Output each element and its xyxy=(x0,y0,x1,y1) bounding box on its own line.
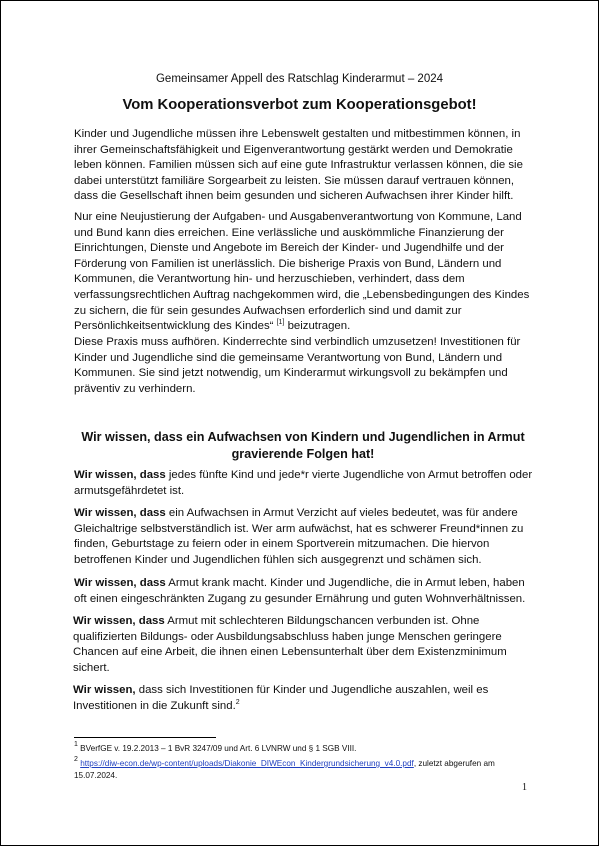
point-1 xyxy=(74,468,536,499)
point-2 xyxy=(74,506,536,568)
point-text xyxy=(73,683,535,714)
point-4 xyxy=(73,614,535,676)
point-text xyxy=(74,468,536,499)
point-lead: Wir wissen, dass xyxy=(73,615,165,627)
paragraph-text-start: Nur eine Neujustierung der Aufgaben- und Ausgabenverantwortung von Kommune, Land und Bund kann dies erreichen. Eine verlässliche und auskömmliche Finanzierung der Einrichtungen, Dienste und Angebote im Bereich der Kinder- und Jugendhilfe und der Förderung von Familien ist unerlässlich. Die bisherige Praxis von Bund, Ländern und Kommunen, die Verantwortung hin- und herzuschieben, verhindert, dass dem verfassungsrechtlichen Auftrag nachgekommen wird, die „Lebensbedingungen des Kindes zu sichern, die für sein gesundes Aufwachsen erforderlich sind und damit zur Persönlichkeitsentwicklung des Kindes“ xyxy=(74,211,530,333)
footnote-link[interactable]: https://diw-econ.de/wp-content/uploads/Diakonie_DIWEcon_Kindergrundsicherung_v4.0.pdf xyxy=(80,759,414,768)
document-subtitle: Gemeinsamer Appell des Ratschlag Kinderarmut – 2024 xyxy=(155,73,444,85)
footnote-mark: 2 xyxy=(74,756,78,763)
point-text xyxy=(74,576,536,607)
footnote-1 xyxy=(74,743,534,755)
point-lead: Wir wissen, dass xyxy=(74,469,166,481)
point-text xyxy=(73,614,535,676)
footnote-reference-2[interactable]: 2 xyxy=(235,698,240,706)
point-lead: Wir wissen, dass xyxy=(74,507,166,519)
paragraph-text xyxy=(74,210,536,335)
point-3 xyxy=(74,576,536,607)
point-body: Armut krank macht. Kinder und Jugendliche, die in Armut leben, haben oft einen eingeschränkten Zugang zu gesunder Ernährung und guten Wohnverhältnissen. xyxy=(74,577,526,605)
section-heading: Wir wissen, dass ein Aufwachsen von Kindern und Jugendlichen in Armut gravierende Folgen hat! xyxy=(81,430,525,461)
footnote-mark: 1 xyxy=(74,741,78,748)
document-title: Vom Kooperationsverbot zum Kooperationsgebot! xyxy=(122,97,477,113)
footnote-2 xyxy=(74,758,534,781)
page-number: 1 xyxy=(522,782,527,793)
point-lead: Wir wissen, dass xyxy=(74,577,166,589)
intro-paragraph-3 xyxy=(74,335,536,397)
footnote-reference-1[interactable]: [1] xyxy=(276,319,285,327)
point-body: Armut mit schlechteren Bildungschancen verbunden ist. Ohne qualifizierten Bildungs- oder Ausbildungsabschluss haben junge Menschen geringere Chancen auf eine Arbeit, die ihnen einen Lebensunterhalt über dem Existenzminimum sichert. xyxy=(73,615,507,674)
paragraph-text: Kinder und Jugendliche müssen ihre Lebenswelt gestalten und mitbestimmen können, in ihrer Gemeinschaftsfähigkeit und Eigenverantwortung gestärkt werden und Demokratie leben können. Familien müssen sich auf eine gute Infrastruktur verlassen können, die sie dabei unterstützt familiäre Sorgearbeit zu leisten. Sie müssen darauf vertrauen können, dass die Gesellschaft ihnen beim gesunden und sicheren Aufwachsen ihrer Kinder hilft. xyxy=(74,128,523,203)
point-body: ein Aufwachsen in Armut Verzicht auf vieles bedeutet, was für andere Gleichaltrige selbstverständlich ist. Wer arm aufwächst, hat es schwerer Freund*innen zu finden, Geburtstage zu feiern oder in einem Sportverein mitzumachen. Die hiervon betroffenen Kinder und Jugendlichen fühlen sich ausgegrenzt und schämen sich. xyxy=(74,507,524,566)
point-body: dass sich Investitionen für Kinder und Jugendliche auszahlen, weil es Investitionen in die Zukunft sind. xyxy=(73,684,489,712)
intro-paragraph-2 xyxy=(74,210,536,335)
point-lead: Wir wissen, xyxy=(73,684,136,696)
intro-paragraph-1 xyxy=(74,127,536,205)
point-text xyxy=(74,506,536,568)
paragraph-text-end: beizutragen. xyxy=(284,320,351,333)
paragraph-text: Diese Praxis muss aufhören. Kinderrechte sind verbindlich umzusetzen! Investitionen für Kinder und Jugendliche sind die gemeinsame Verantwortung von Bund, Ländern und Kommunen. Sie sind jetzt notwendig, um Kinderarmut wirkungsvoll zu bekämpfen und präventiv zu verhindern. xyxy=(74,336,521,395)
point-body: jedes fünfte Kind und jede*r vierte Jugendliche von Armut betroffen oder armutsgefährdetet ist. xyxy=(74,469,533,497)
point-5 xyxy=(73,683,535,714)
footnote-text: BVerfGE v. 19.2.2013 – 1 BvR 3247/09 und Art. 6 LVNRW und § 1 SGB VIII. xyxy=(77,744,357,753)
footnote-text: , zuletzt abgerufen am 15.07.2024. xyxy=(74,759,495,780)
footnote-separator xyxy=(74,737,216,738)
